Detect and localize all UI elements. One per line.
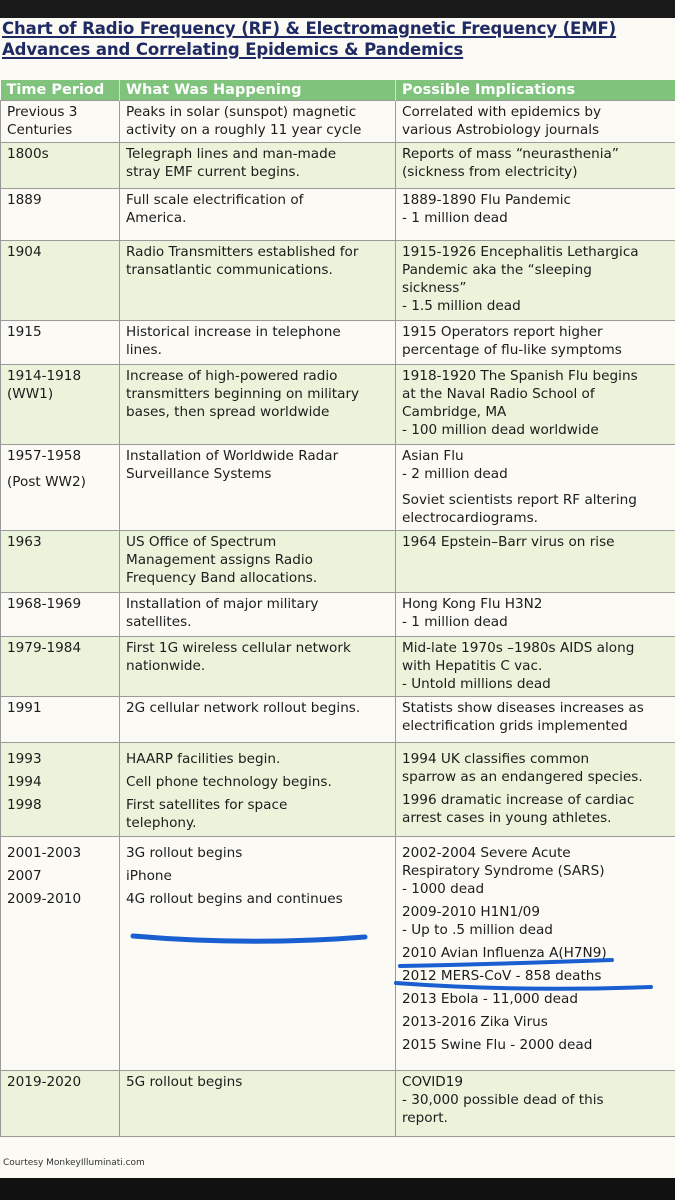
cell-implications — [396, 637, 675, 697]
cell-implications — [396, 321, 675, 365]
cell-line: telephony. — [126, 815, 197, 831]
timeline-table — [0, 80, 675, 1137]
header-what-was-happening: What Was Happening — [120, 80, 396, 101]
cell-line: 2002-2004 Severe Acute — [402, 845, 571, 861]
cell-line: 1914-1918 — [7, 368, 82, 384]
cell-line: 1904 — [7, 244, 42, 260]
cell-line: HAARP facilities begin. — [126, 751, 281, 767]
cell-line: America. — [126, 210, 187, 226]
cell-line: electrification grids implemented — [402, 718, 628, 734]
cell-happening — [120, 593, 396, 637]
cell-line: Historical increase in telephone — [126, 324, 341, 340]
table-header-row — [1, 80, 675, 101]
cell-line: Previous 3 — [7, 104, 78, 120]
cell-line: Frequency Band allocations. — [126, 570, 318, 586]
cell-period — [1, 697, 120, 743]
cell-line: Installation of major military — [126, 596, 319, 612]
cell-period — [1, 321, 120, 365]
table-row — [1, 365, 675, 445]
cell-line: bases, then spread worldwide — [126, 404, 330, 420]
table-row — [1, 143, 675, 189]
cell-line: 2019-2020 — [7, 1074, 82, 1090]
cell-line: 1915-1926 Encephalitis Lethargica — [402, 244, 639, 260]
cell-line: - 1000 dead — [402, 881, 485, 897]
cell-line: 1915 — [7, 324, 42, 340]
cell-happening — [120, 637, 396, 697]
cell-implications — [396, 143, 675, 189]
cell-line: - 2 million dead — [402, 466, 508, 482]
header-possible-implications: Possible Implications — [396, 80, 675, 101]
cell-line: 1979-1984 — [7, 640, 82, 656]
cell-line: Increase of high-powered radio — [126, 368, 338, 384]
cell-line: 2013-2016 Zika Virus — [402, 1014, 548, 1030]
cell-line: 2G cellular network rollout begins. — [126, 700, 361, 716]
cell-line: with Hepatitis C vac. — [402, 658, 543, 674]
table-row — [1, 321, 675, 365]
cell-line: 5G rollout begins — [126, 1074, 243, 1090]
cell-line: nationwide. — [126, 658, 206, 674]
document-title — [2, 18, 674, 60]
cell-happening — [120, 101, 396, 143]
cell-period — [1, 365, 120, 445]
cell-period — [1, 593, 120, 637]
cell-line: 1996 dramatic increase of cardiac — [402, 792, 635, 808]
cell-line: US Office of Spectrum — [126, 534, 277, 550]
cell-line: COVID19 — [402, 1074, 464, 1090]
cell-line: - Untold millions dead — [402, 676, 551, 692]
table-row — [1, 697, 675, 743]
cell-happening — [120, 697, 396, 743]
cell-line: transmitters beginning on military — [126, 386, 360, 402]
cell-line: (sickness from electricity) — [402, 164, 578, 180]
cell-line: Management assigns Radio — [126, 552, 313, 568]
cell-line: 1800s — [7, 146, 49, 162]
cell-line: arrest cases in young athletes. — [402, 810, 612, 826]
cell-line: 4G rollout begins and continues — [126, 891, 343, 907]
cell-period — [1, 189, 120, 241]
cell-line: 1993 — [7, 751, 42, 767]
cell-line: Statists show diseases increases as — [402, 700, 644, 716]
cell-line: First 1G wireless cellular network — [126, 640, 351, 656]
cell-implications — [396, 241, 675, 321]
table-row — [1, 241, 675, 321]
cell-line: 2007 — [7, 868, 42, 884]
cell-line: Centuries — [7, 122, 73, 138]
cell-line: Radio Transmitters established for — [126, 244, 359, 260]
cell-line: activity on a roughly 11 year cycle — [126, 122, 362, 138]
cell-line: 1994 UK classifies common — [402, 751, 590, 767]
cell-line: 2001-2003 — [7, 845, 82, 861]
screen-top-bar — [0, 0, 675, 18]
cell-line: electrocardiograms. — [402, 510, 538, 526]
cell-implications — [396, 1071, 675, 1137]
cell-line: percentage of flu-like symptoms — [402, 342, 622, 358]
header-time-period: Time Period — [1, 80, 120, 101]
cell-line: 1991 — [7, 700, 42, 716]
cell-line: Soviet scientists report RF altering — [402, 492, 637, 508]
cell-implications — [396, 743, 675, 837]
cell-line: Respiratory Syndrome (SARS) — [402, 863, 605, 879]
cell-line: - 1.5 million dead — [402, 298, 521, 314]
cell-line: Cambridge, MA — [402, 404, 507, 420]
cell-happening — [120, 743, 396, 837]
cell-line: sickness” — [402, 280, 467, 296]
table-row — [1, 743, 675, 837]
cell-happening — [120, 531, 396, 593]
cell-line: - 30,000 possible dead of this — [402, 1092, 604, 1108]
cell-period — [1, 143, 120, 189]
cell-line: Cell phone technology begins. — [126, 774, 332, 790]
cell-line: 2010 Avian Influenza A(H7N9) — [402, 945, 607, 961]
cell-line: - 1 million dead — [402, 210, 508, 226]
cell-line: report. — [402, 1110, 448, 1126]
cell-line: Mid-late 1970s –1980s AIDS along — [402, 640, 635, 656]
cell-line: Peaks in solar (sunspot) magnetic — [126, 104, 357, 120]
cell-line: - 100 million dead worldwide — [402, 422, 599, 438]
cell-period — [1, 1071, 120, 1137]
document-page — [0, 18, 675, 1178]
cell-line: Asian Flu — [402, 448, 464, 464]
cell-implications — [396, 697, 675, 743]
cell-period — [1, 101, 120, 143]
cell-line: at the Naval Radio School of — [402, 386, 595, 402]
table-row — [1, 837, 675, 1071]
table-row — [1, 1071, 675, 1137]
cell-line: Telegraph lines and man-made — [126, 146, 337, 162]
cell-line: Surveillance Systems — [126, 466, 272, 482]
title-line-2: Advances and Correlating Epidemics & Pandemics — [2, 40, 464, 59]
cell-line: 1964 Epstein–Barr virus on rise — [402, 534, 615, 550]
cell-line: (WW1) — [7, 386, 54, 402]
cell-period — [1, 241, 120, 321]
cell-line: Full scale electrification of — [126, 192, 304, 208]
table-row — [1, 593, 675, 637]
cell-line: 1915 Operators report higher — [402, 324, 603, 340]
credit-text: Courtesy MonkeyIlluminati.com — [3, 1158, 145, 1168]
cell-line: 2013 Ebola - 11,000 dead — [402, 991, 578, 1007]
cell-period — [1, 837, 120, 1071]
cell-happening — [120, 365, 396, 445]
cell-line: 1889-1890 Flu Pandemic — [402, 192, 571, 208]
cell-line: Correlated with epidemics by — [402, 104, 602, 120]
cell-line: Installation of Worldwide Radar — [126, 448, 339, 464]
cell-line: 2012 MERS-CoV - 858 deaths — [402, 968, 602, 984]
cell-line: First satellites for space — [126, 797, 288, 813]
cell-line: 1994 — [7, 774, 42, 790]
cell-implications — [396, 365, 675, 445]
cell-implications — [396, 101, 675, 143]
cell-happening — [120, 241, 396, 321]
cell-line: 1998 — [7, 797, 42, 813]
cell-line: (Post WW2) — [7, 474, 86, 490]
cell-line: Hong Kong Flu H3N2 — [402, 596, 543, 612]
cell-line: lines. — [126, 342, 162, 358]
cell-line: 2009-2010 H1N1/09 — [402, 904, 540, 920]
cell-implications — [396, 593, 675, 637]
cell-line: 1889 — [7, 192, 42, 208]
cell-line: Reports of mass “neurasthenia” — [402, 146, 619, 162]
cell-period — [1, 445, 120, 531]
cell-line: 3G rollout begins — [126, 845, 243, 861]
table-row — [1, 445, 675, 531]
cell-line: iPhone — [126, 868, 172, 884]
cell-line: - Up to .5 million dead — [402, 922, 553, 938]
cell-happening — [120, 143, 396, 189]
cell-implications — [396, 531, 675, 593]
table-row — [1, 189, 675, 241]
cell-happening — [120, 445, 396, 531]
cell-implications — [396, 837, 675, 1071]
cell-line: 2009-2010 — [7, 891, 82, 907]
cell-line: 1957-1958 — [7, 448, 82, 464]
cell-happening — [120, 837, 396, 1071]
cell-implications — [396, 189, 675, 241]
table-row — [1, 531, 675, 593]
cell-line: 1918-1920 The Spanish Flu begins — [402, 368, 638, 384]
cell-period — [1, 743, 120, 837]
table-row — [1, 637, 675, 697]
cell-happening — [120, 1071, 396, 1137]
title-line-1: Chart of Radio Frequency (RF) & Electromagnetic Frequency (EMF) — [2, 19, 617, 38]
cell-line: transatlantic communications. — [126, 262, 333, 278]
cell-line: 1963 — [7, 534, 42, 550]
cell-implications — [396, 445, 675, 531]
cell-happening — [120, 189, 396, 241]
cell-period — [1, 637, 120, 697]
cell-period — [1, 531, 120, 593]
cell-happening — [120, 321, 396, 365]
cell-line: Pandemic aka the “sleeping — [402, 262, 592, 278]
table-row — [1, 101, 675, 143]
cell-line: - 1 million dead — [402, 614, 508, 630]
cell-line: sparrow as an endangered species. — [402, 769, 643, 785]
cell-line: 1968-1969 — [7, 596, 82, 612]
cell-line: 2015 Swine Flu - 2000 dead — [402, 1037, 593, 1053]
cell-line: stray EMF current begins. — [126, 164, 300, 180]
cell-line: satellites. — [126, 614, 192, 630]
cell-line: various Astrobiology journals — [402, 122, 600, 138]
